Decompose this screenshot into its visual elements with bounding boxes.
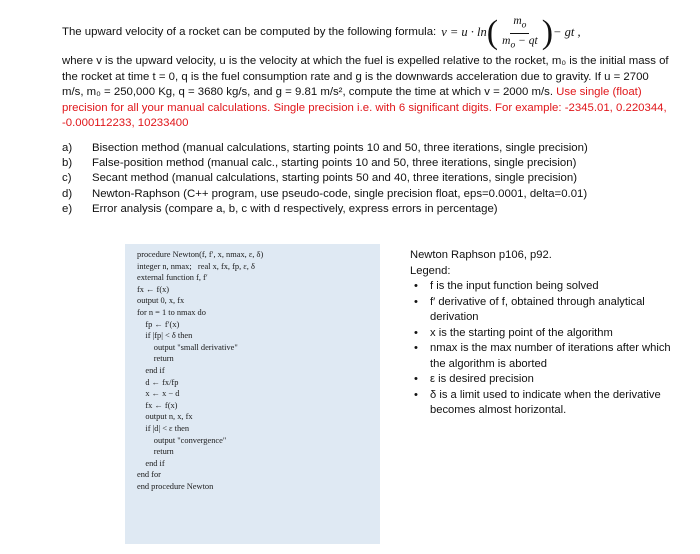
legend-item: • x is the starting point of the algorithm — [410, 326, 680, 342]
task-item: e) Error analysis (compare a, b, c with d respectively, express errors in percentage) — [62, 202, 498, 215]
formula-lhs: v = u · ln — [441, 25, 487, 40]
legend-list — [410, 279, 680, 419]
bullet-icon: • — [414, 373, 418, 385]
legend-item: • f is the input function being solved — [410, 279, 680, 295]
task-list — [62, 141, 682, 217]
legend-panel — [410, 248, 680, 419]
bullet-icon: • — [414, 342, 418, 354]
bullet-icon: • — [414, 388, 418, 401]
code-line: return — [137, 447, 174, 457]
code-line: fp ← f′(x) — [137, 319, 180, 329]
bullet-icon: • — [414, 280, 418, 292]
formula-line — [62, 12, 672, 54]
legend-item: • f′ derivative of f, obtained through analytical derivation — [414, 295, 645, 323]
code-line: output "convergence" — [137, 435, 227, 445]
newton-pseudocode-box — [125, 244, 380, 544]
code-line: fx ← f(x) — [137, 284, 170, 294]
legend-item: • δ is a limit used to indicate when the derivative becomes almost horizontal. — [414, 388, 661, 416]
pseudocode-lines — [137, 249, 263, 492]
left-paren: ( — [486, 14, 499, 51]
code-line: integer n, nmax; real x, fx, fp, ε, δ — [137, 261, 255, 271]
fraction-numerator: $m_o$ — [510, 14, 529, 34]
code-line: procedure Newton(f, f′, x, nmax, ε, δ) — [137, 250, 264, 259]
problem-paragraph — [62, 54, 672, 132]
formula-tail: − gt , — [553, 25, 581, 40]
code-line: for n = 1 to nmax do — [137, 307, 206, 317]
code-line: end if — [137, 365, 165, 375]
code-line: end for — [137, 470, 161, 480]
task-item: a) Bisection method (manual calculations, starting points 10 and 50, three iterations, single precision) — [62, 142, 588, 154]
code-line: fx ← f(x) — [137, 400, 178, 410]
precision-note: Use single (float) precision for all your manual calculations. Single precision i.e. with 6 significant digits. For example: -2345.01, 0.220344, -0.000112233, 10233400 — [62, 86, 667, 129]
code-line: end if — [137, 458, 165, 468]
bullet-icon: • — [414, 326, 418, 339]
code-line: return — [137, 354, 174, 364]
task-item: d) Newton-Raphson (C++ program, use pseudo-code, single precision float, eps=0.0001, delta=0.01) — [62, 187, 588, 200]
legend-label: Legend: — [410, 264, 451, 277]
legend-item: • nmax is the max number of iterations after which the algorithm is aborted — [414, 342, 671, 370]
formula-lead-text: The upward velocity of a rocket can be computed by the following formula: — [62, 26, 437, 39]
legend-item: • ε is desired precision — [410, 372, 680, 388]
rocket-formula — [441, 14, 580, 53]
code-line: output n, x, fx — [137, 412, 193, 422]
task-item: c) Secant method (manual calculations, starting points 50 and 40, three iterations, single precision) — [62, 172, 578, 185]
problem-text: where v is the upward velocity, u is the velocity at which the fuel is expelled relative to the rocket, m₀ is the initial mass of the rocket at time t = 0, q is the fuel consumption rate and g is the downwards acceleration due to gravity. If u = 2700 m/s, m₀ = 250,000 Kg, q = 3680 kg/s, and g = 9.81 m/s², compute the time at which v = 2000 m/s. — [62, 55, 669, 98]
code-line: if |fp| < δ then — [137, 331, 193, 341]
task-item: b) False-position method (manual calc., starting points 10 and 50, three iterations, single precision) — [62, 157, 577, 170]
formula-fraction — [500, 14, 540, 53]
legend-title: Newton Raphson p106, p92. — [410, 249, 552, 261]
code-line: external function f, f′ — [137, 273, 208, 283]
code-line: d ← fx/fp — [137, 377, 179, 387]
fraction-denominator: $m_o$ − qt — [502, 34, 538, 50]
problem-statement — [62, 12, 672, 132]
code-line: x ← x − d — [137, 389, 180, 399]
code-line: if |d| < ε then — [137, 423, 190, 433]
bullet-icon: • — [414, 295, 418, 308]
code-line: output 0, x, fx — [137, 296, 185, 306]
code-line: end procedure Newton — [137, 481, 214, 491]
right-paren: ) — [541, 14, 554, 51]
code-line: output "small derivative" — [137, 342, 238, 352]
